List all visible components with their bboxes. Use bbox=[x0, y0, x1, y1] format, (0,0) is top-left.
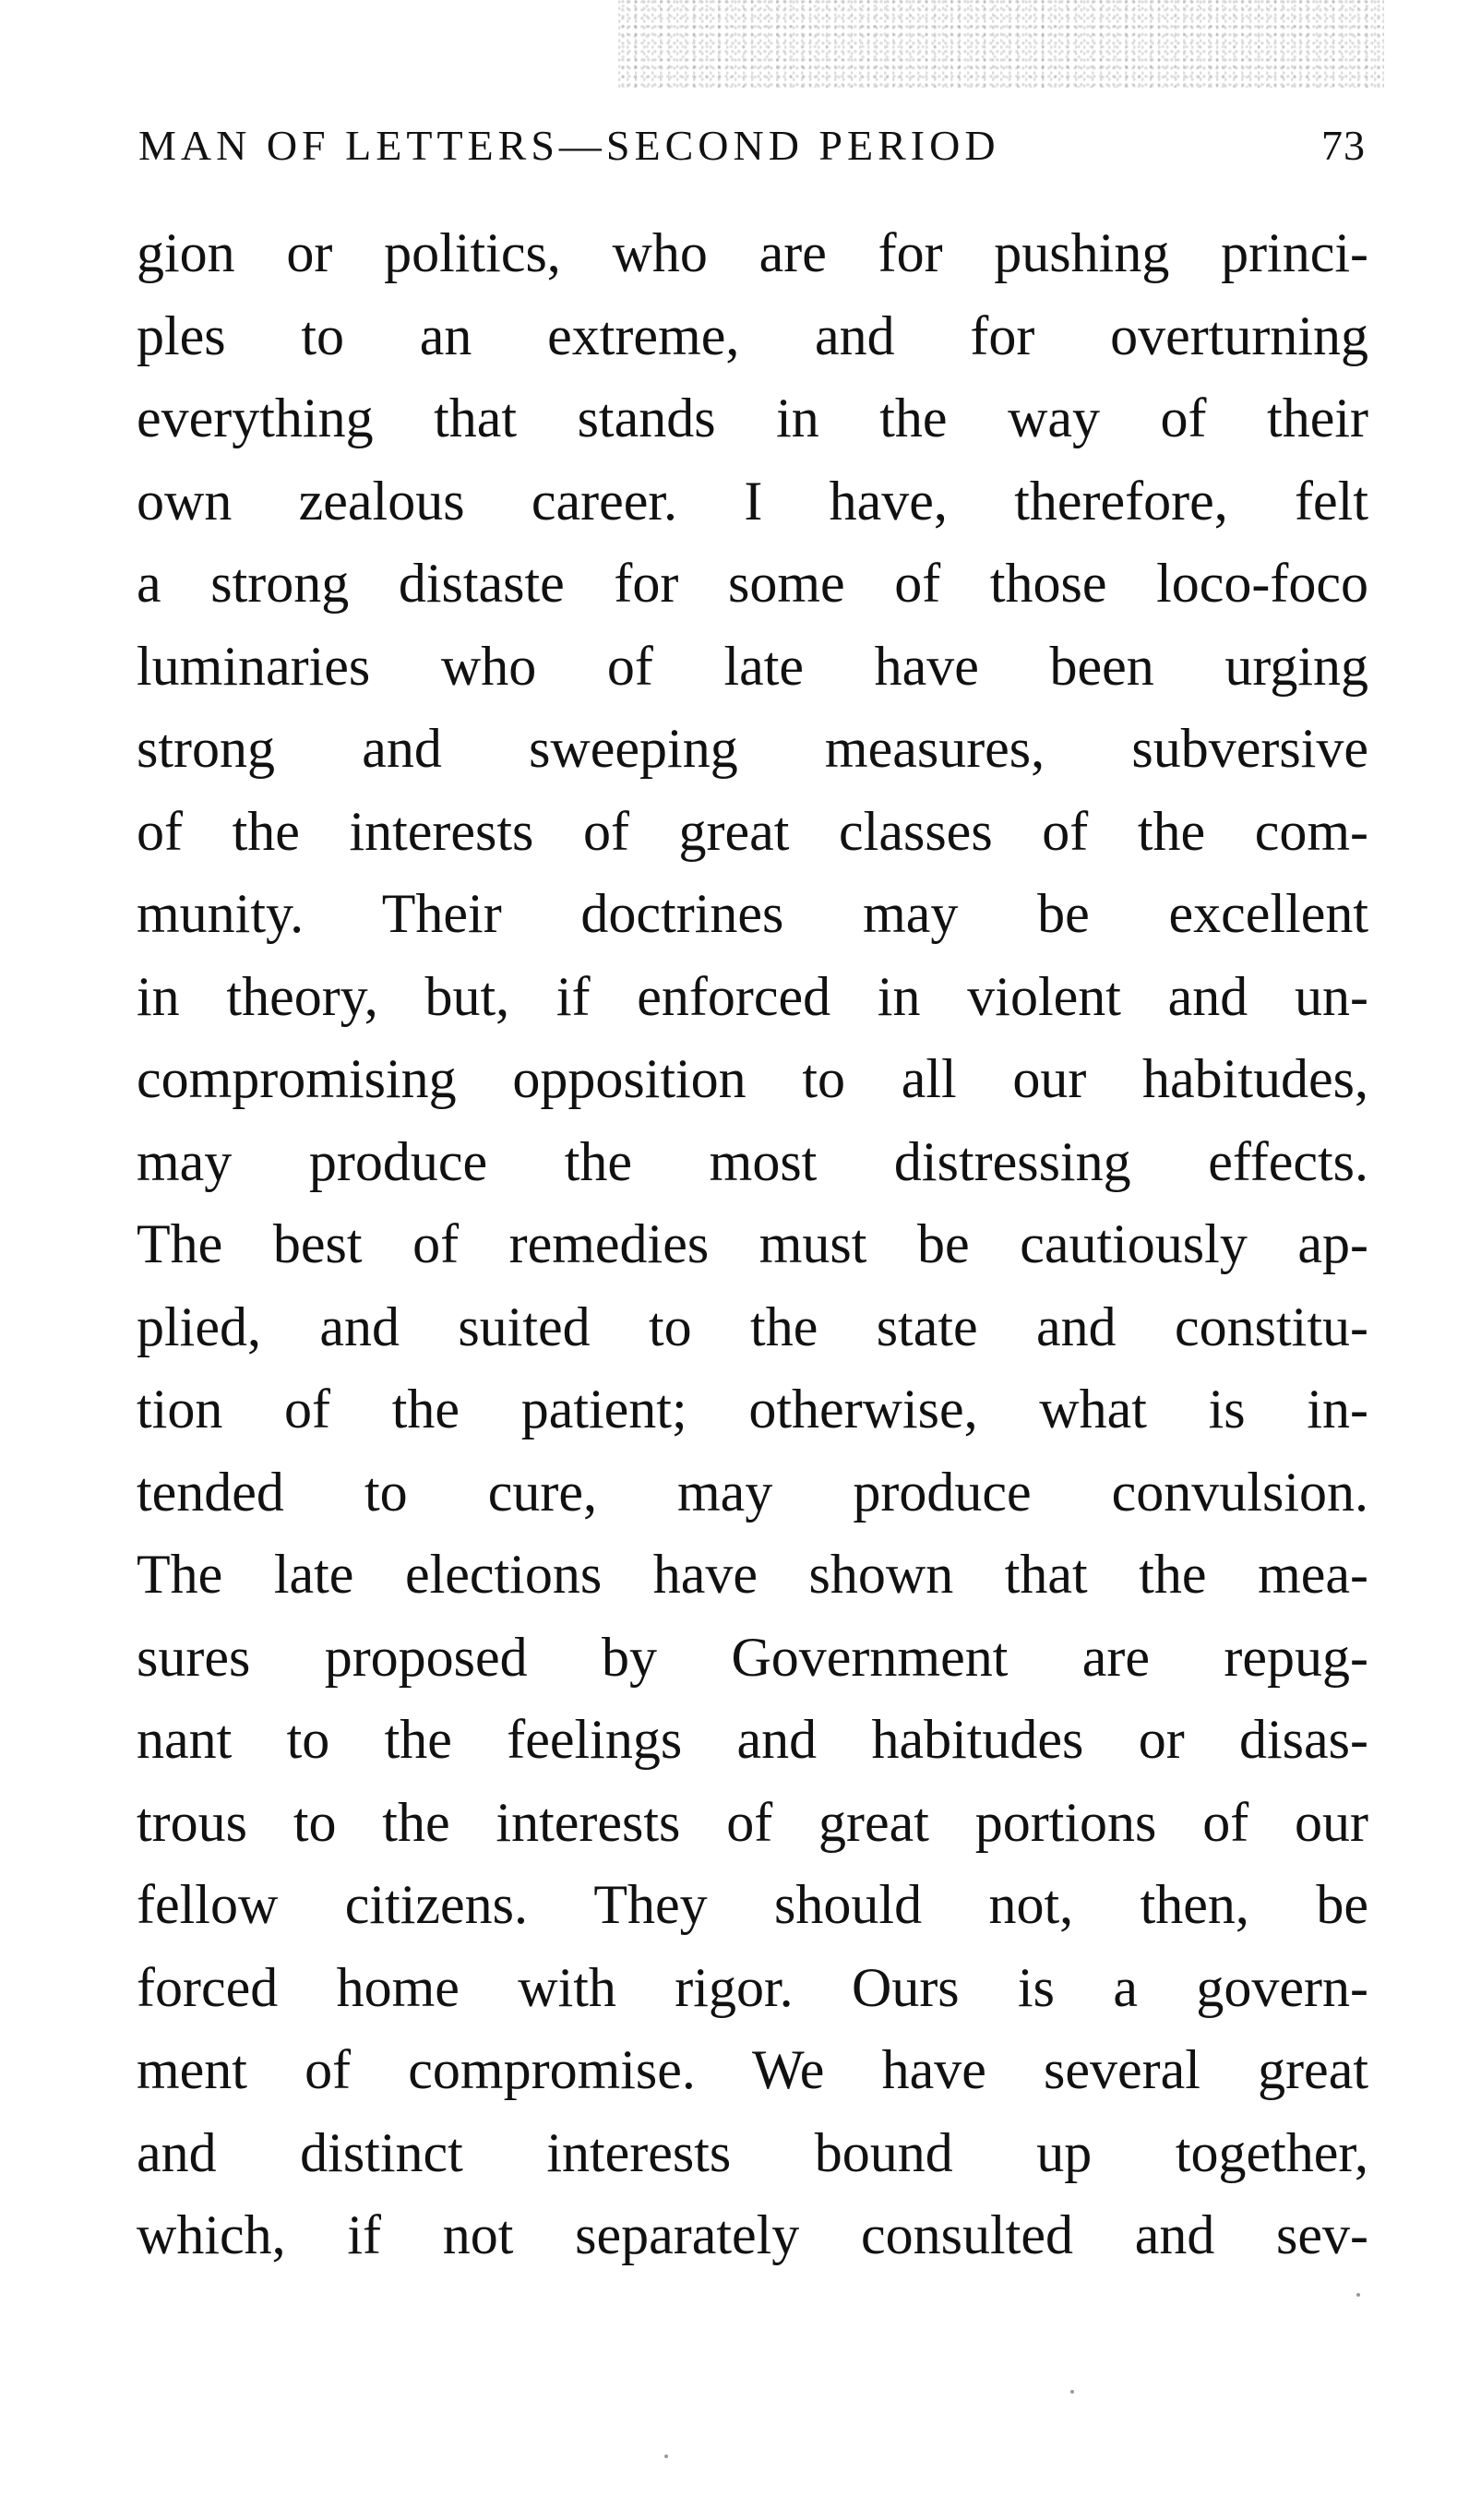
text-line: in theory, but, if enforced in violent and un- bbox=[137, 965, 1368, 1027]
text-line: a strong distaste for some of those loco-foco bbox=[137, 553, 1368, 614]
text-line: forced home with rigor. Ours is a govern- bbox=[137, 1956, 1368, 2018]
text-line: ment of compromise. We have several great bbox=[137, 2039, 1368, 2100]
text-line: The late elections have shown that the mea- bbox=[137, 1544, 1368, 1605]
text-line: nant to the feelings and habitudes or disas- bbox=[137, 1709, 1368, 1770]
text-line: of the interests of great classes of the com- bbox=[137, 800, 1368, 862]
scan-noise bbox=[618, 0, 1384, 88]
running-head-title: MAN OF LETTERS—SECOND PERIOD bbox=[138, 122, 1000, 169]
text-line: ples to an extreme, and for overturning bbox=[137, 305, 1368, 366]
text-line: which, if not separately consulted and sev- bbox=[137, 2204, 1368, 2265]
body-text bbox=[137, 212, 1368, 2277]
text-line: compromising opposition to all our habitudes, bbox=[137, 1048, 1368, 1109]
scan-speck bbox=[1356, 2293, 1360, 2297]
scan-speck bbox=[1070, 2390, 1074, 2394]
text-line: fellow citizens. They should not, then, be bbox=[137, 1874, 1368, 1935]
text-line: tended to cure, may produce convulsion. bbox=[137, 1461, 1368, 1523]
text-line: everything that stands in the way of their bbox=[137, 388, 1368, 448]
text-line: sures proposed by Government are repug- bbox=[137, 1626, 1368, 1688]
text-line: strong and sweeping measures, subversive bbox=[137, 718, 1368, 779]
text-line: luminaries who of late have been urging bbox=[137, 635, 1368, 697]
page-number: 73 bbox=[1321, 122, 1366, 169]
running-head bbox=[138, 118, 1366, 173]
text-line: munity. Their doctrines may be excellent bbox=[137, 883, 1368, 944]
text-line: and distinct interests bound up together, bbox=[137, 2121, 1368, 2183]
text-line: own zealous career. I have, therefore, felt bbox=[137, 470, 1368, 531]
text-line: may produce the most distressing effects. bbox=[137, 1130, 1368, 1192]
text-line: plied, and suited to the state and constitu- bbox=[137, 1296, 1368, 1357]
text-line: trous to the interests of great portions of our bbox=[137, 1791, 1368, 1853]
scan-speck bbox=[664, 2454, 668, 2458]
text-line: tion of the patient; otherwise, what is in- bbox=[137, 1379, 1368, 1439]
text-line: The best of remedies must be cautiously ap- bbox=[137, 1213, 1368, 1274]
text-line: gion or politics, who are for pushing princi- bbox=[137, 222, 1368, 283]
